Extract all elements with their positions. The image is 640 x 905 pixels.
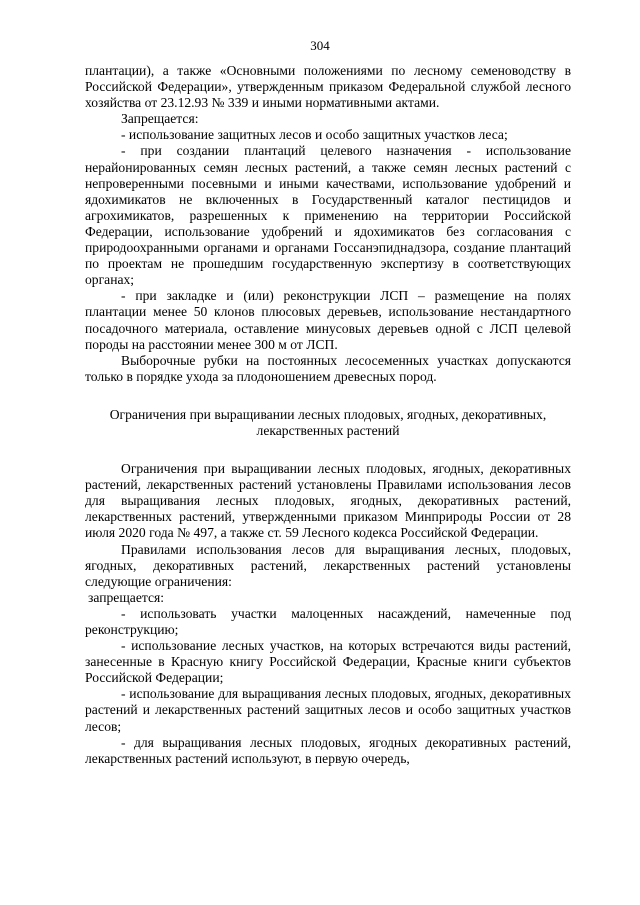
page-number: 304 <box>310 38 330 53</box>
paragraph: запрещается: <box>88 589 165 605</box>
paragraph: - использование лесных участков, на которых встречаются виды растений, занесенные в Красную книгу Российской Федерации, Красные книги субъектов Российской Федерации; <box>85 638 571 686</box>
page-content <box>85 63 571 767</box>
paragraph: Выборочные рубки на постоянных лесосеменных участках допускаются только в порядке ухода за плодоношением древесных пород. <box>85 352 571 384</box>
paragraph: - использование защитных лесов и особо защитных участков леса; <box>121 127 508 143</box>
paragraph: Ограничения при выращивании лесных плодовых, ягодных, декоративных растений, лекарственных растений установлены Правилами использования лесов для выращивания лесных плодовых, ягодных, декоративных растений, лекарственных растений, утвержденными приказом Минприроды России от 28 июля 2020 года № 497, а также ст. 59 Лесного кодекса Российской Федерации. <box>85 461 571 541</box>
paragraph: Запрещается: <box>121 111 199 127</box>
section-heading: Ограничения при выращивании лесных плодовых, ягодных, декоративных, лекарственных растений <box>109 406 547 438</box>
paragraph: - при создании плантаций целевого назначения - использование нерайонированных семян лесных растений, а также семян лесных растений с непроверенными посевными и иными качествами, использование удобрений и ядохимикатов не включенных в Государственный каталог пестицидов и агрохимикатов, разрешенных к применению на территории Российской Федерации, использование удобрений и ядохимикатов без согласования с природоохранными органами и органами Госсанэпиднадзора, создание плантаций по проектам не прошедшим государственную экспертизу в соответствующих органах; <box>85 143 571 288</box>
paragraph: Правилами использования лесов для выращивания лесных, плодовых, ягодных, декоративных растений, лекарственных растений установлены следующие ограничения: <box>85 541 571 589</box>
paragraph: - при закладке и (или) реконструкции ЛСП – размещение на полях плантации менее 50 клонов плюсовых деревьев, использование нестандартного посадочного материала, оставление минусовых деревьев одной с ЛСП целевой породы на расстоянии менее 300 м от ЛСП. <box>85 288 571 352</box>
paragraph: - использование для выращивания лесных плодовых, ягодных, декоративных растений и лекарственных растений защитных лесов и особо защитных участков лесов; <box>85 686 571 734</box>
paragraph: - для выращивания лесных плодовых, ягодных декоративных растений, лекарственных растений используют, в первую очередь, <box>85 734 571 766</box>
paragraph: - использовать участки малоценных насаждений, намеченные под реконструкцию; <box>85 605 571 637</box>
paragraph: плантации), а также «Основными положениями по лесному семеноводству в Российской Федерации», утвержденным приказом Федеральной службой лесного хозяйства от 23.12.93 № 339 и иными нормативными актами. <box>85 63 571 111</box>
